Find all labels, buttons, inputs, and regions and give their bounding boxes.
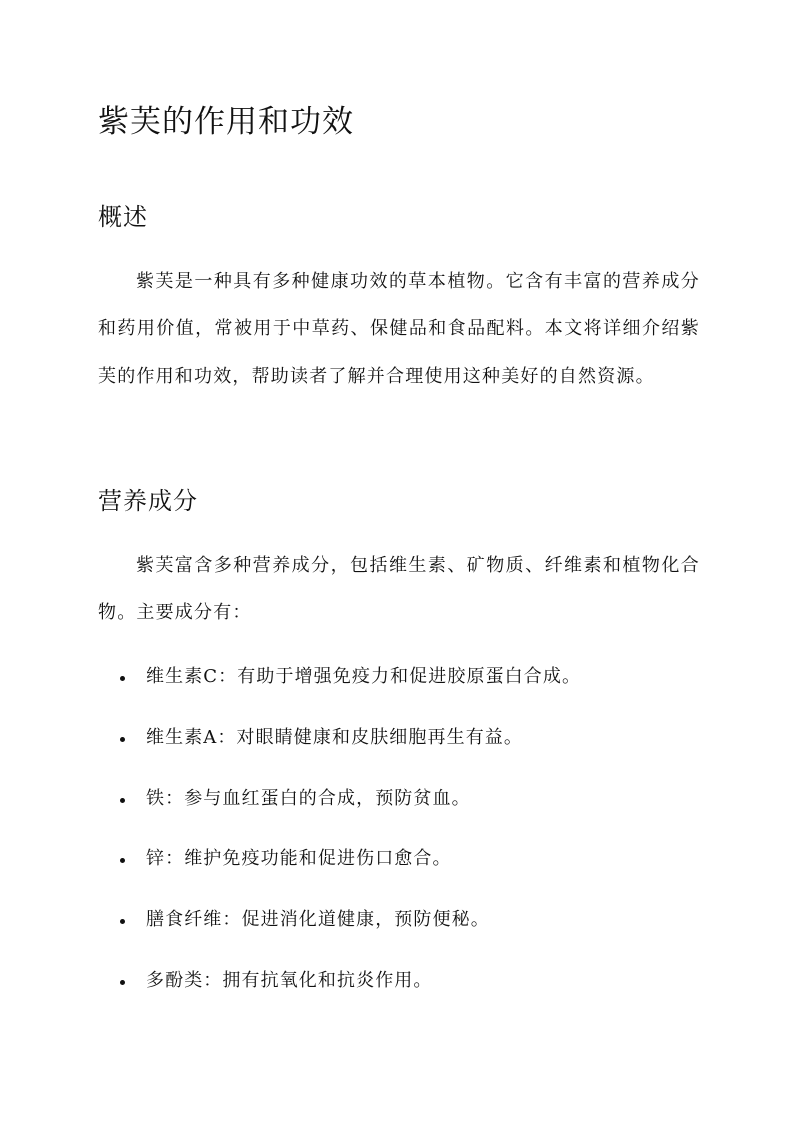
nutrient-list bbox=[98, 656, 698, 1021]
list-item bbox=[98, 778, 698, 839]
list-item-text: 锌：维护免疫功能和促进伤口愈合。 bbox=[146, 848, 452, 870]
list-item bbox=[98, 717, 698, 778]
list-item-text: 铁：参与血红蛋白的合成，预防贫血。 bbox=[146, 787, 471, 809]
list-item bbox=[98, 899, 698, 960]
nutrition-paragraph: 紫芙富含多种营养成分，包括维生素、矿物质、纤维素和植物化合物。主要成分有： bbox=[98, 555, 700, 624]
list-item-text: 维生素C：有助于增强免疫力和促进胶原蛋白合成。 bbox=[146, 666, 582, 687]
bullet-icon bbox=[120, 858, 125, 863]
section-heading-nutrition: 营养成分 bbox=[98, 487, 198, 515]
document-title: 紫芙的作用和功效 bbox=[98, 104, 354, 140]
bullet-icon bbox=[120, 798, 125, 803]
list-item-text: 膳食纤维：促进消化道健康，预防便秘。 bbox=[146, 909, 490, 931]
overview-paragraph: 紫芙是一种具有多种健康功效的草本植物。它含有丰富的营养成分和药用价值，常被用于中草药、保健品和食品配料。本文将详细介绍紫芙的作用和功效，帮助读者了解并合理使用这种美好的自然资源。 bbox=[98, 271, 700, 387]
bullet-icon bbox=[120, 919, 125, 924]
list-item bbox=[98, 838, 698, 899]
bullet-icon bbox=[120, 980, 125, 985]
list-item-text: 维生素A：对眼睛健康和皮肤细胞再生有益。 bbox=[146, 726, 523, 748]
list-item bbox=[98, 960, 698, 1021]
bullet-icon bbox=[120, 737, 125, 742]
bullet-icon bbox=[120, 676, 125, 681]
list-item-text: 多酚类：拥有抗氧化和抗炎作用。 bbox=[146, 969, 433, 991]
section-heading-overview: 概述 bbox=[98, 203, 148, 231]
list-item bbox=[98, 656, 698, 717]
